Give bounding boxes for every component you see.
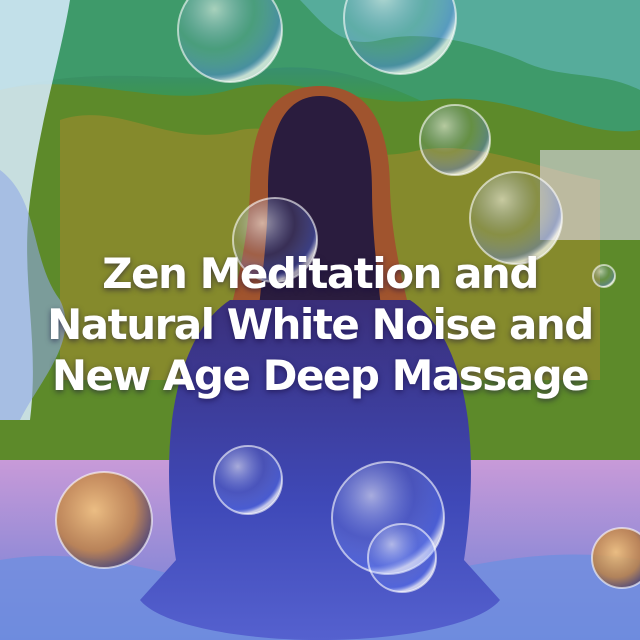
album-title [0, 248, 640, 401]
album-title-line-3: New Age Deep Massage [51, 351, 589, 400]
bubble [368, 524, 436, 592]
album-title-line-2: Natural White Noise and [47, 300, 593, 349]
bubble [214, 446, 282, 514]
album-title-line-1: Zen Meditation and [102, 249, 538, 298]
bubble [420, 105, 490, 175]
bubble [56, 472, 152, 568]
bubble [592, 528, 640, 588]
